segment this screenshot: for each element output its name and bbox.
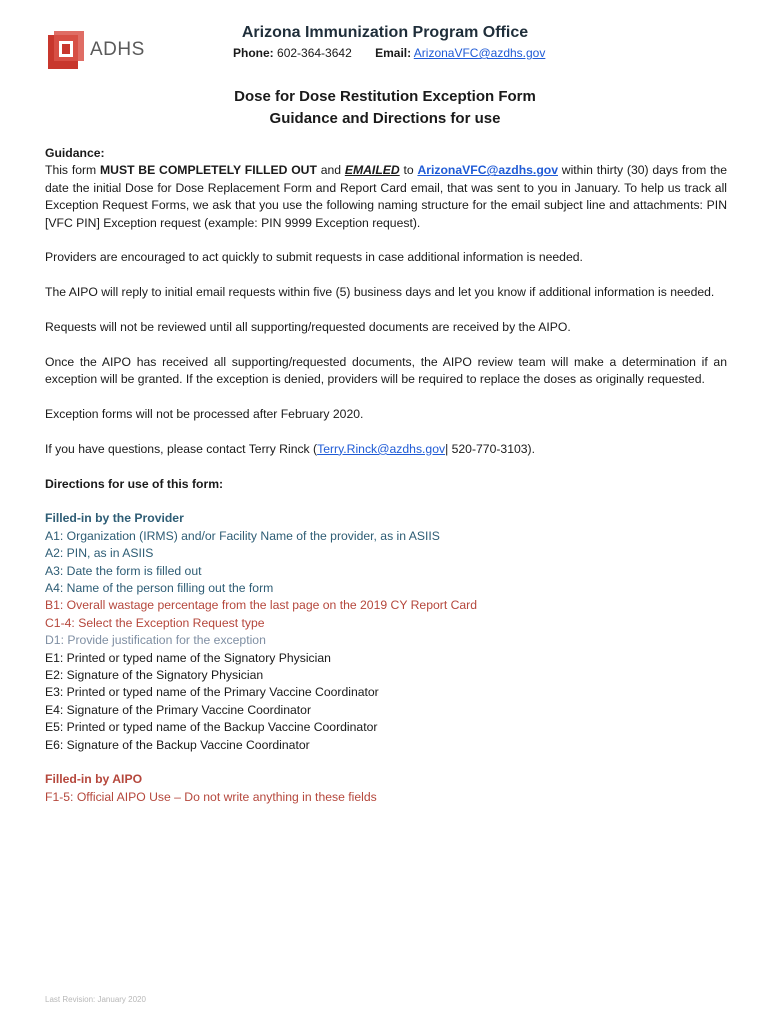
header-email-link[interactable]: ArizonaVFC@azdhs.gov [413,46,546,60]
p1-email-link[interactable]: ArizonaVFC@azdhs.gov [417,163,558,178]
guidance-paragraph-1 [45,162,727,232]
phone-number: 602-364-3642 [277,46,352,60]
direction-e2: E2: Signature of the Signatory Physician [45,668,264,683]
directions-heading: Directions for use of this form: [45,476,224,491]
contact-email-link[interactable]: Terry.Rinck@azdhs.gov [317,441,446,456]
direction-a2: A2: PIN, as in ASIIS [45,546,154,561]
guidance-paragraph-3: The AIPO will reply to initial email requests within five (5) business days and let you know if additional information is needed. [45,285,715,300]
guidance-paragraph-2: Providers are encouraged to act quickly to submit requests in case additional information is needed. [45,250,583,265]
contact-line [233,46,545,60]
form-title-line1: Dose for Dose Restitution Exception Form [234,88,536,105]
form-title-line2: Guidance and Directions for use [269,110,501,127]
document-body [45,145,727,806]
direction-e5: E5: Printed or typed name of the Backup Vaccine Coordinator [45,720,378,735]
office-title: Arizona Immunization Program Office [241,24,529,41]
guidance-paragraph-4: Requests will not be reviewed until all supporting/requested documents are received by the AIPO. [45,320,571,335]
direction-e3: E3: Printed or typed name of the Primary Vaccine Coordinator [45,685,379,700]
direction-c1-4: C1-4: Select the Exception Request type [45,615,265,630]
direction-a3: A3: Date the form is filled out [45,563,202,578]
direction-b1: B1: Overall wastage percentage from the last page on the 2019 CY Report Card [45,598,478,613]
p1-text-g: within thirty (30) days from the date the initial Dose for Dose Replacement Form and Report Card email, that was sent to you in January. To help us track all Exception Request Forms, we ask that you use the following naming structure for the email subject line and attachments: PIN [VFC PIN] Exception request (example: PIN 9999 Exception request). [45,163,728,230]
p1-text-a: This form [45,163,100,178]
p1-must-fill: MUST BE COMPLETELY FILLED OUT [99,163,317,178]
email-label: Email: [375,46,412,60]
form-title [0,86,770,130]
aipo-section-heading: Filled-in by AIPO [45,772,143,787]
p7-text-b: | 520-770-3103). [445,441,535,456]
guidance-paragraph-6: Exception forms will not be processed after February 2020. [45,407,364,422]
direction-a4: A4: Name of the person filling out the form [45,581,274,596]
guidance-paragraph-7 [45,441,727,458]
last-revision-note: Last Revision: January 2020 [45,995,146,1004]
direction-e1: E1: Printed or typed name of the Signatory Physician [45,650,331,665]
phone-label: Phone: [233,46,274,60]
p7-text-a: If you have questions, please contact Terry Rinck ( [45,441,318,456]
direction-e4: E4: Signature of the Primary Vaccine Coordinator [45,702,311,717]
logo-text: ADHS [90,39,145,60]
p1-text-e: to [399,163,418,178]
provider-section-heading: Filled-in by the Provider [45,511,184,526]
guidance-paragraph-5: Once the AIPO has received all supporting/requested documents, the AIPO review team will make a determination if an exception will be granted. If the exception is denied, providers will be required to replace the doses as originally requested. [45,354,727,387]
p1-emailed: EMAILED [344,163,400,178]
p1-text-c: and [316,163,345,178]
direction-e6: E6: Signature of the Backup Vaccine Coordinator [45,737,310,752]
spacer [45,754,727,771]
direction-d1: D1: Provide justification for the exception [45,633,266,648]
guidance-heading: Guidance: [45,146,105,160]
direction-a1: A1: Organization (IRMS) and/or Facility Name of the provider, as in ASIIS [45,528,440,543]
direction-f1-5: F1-5: Official AIPO Use – Do not write anything in these fields [45,789,377,804]
